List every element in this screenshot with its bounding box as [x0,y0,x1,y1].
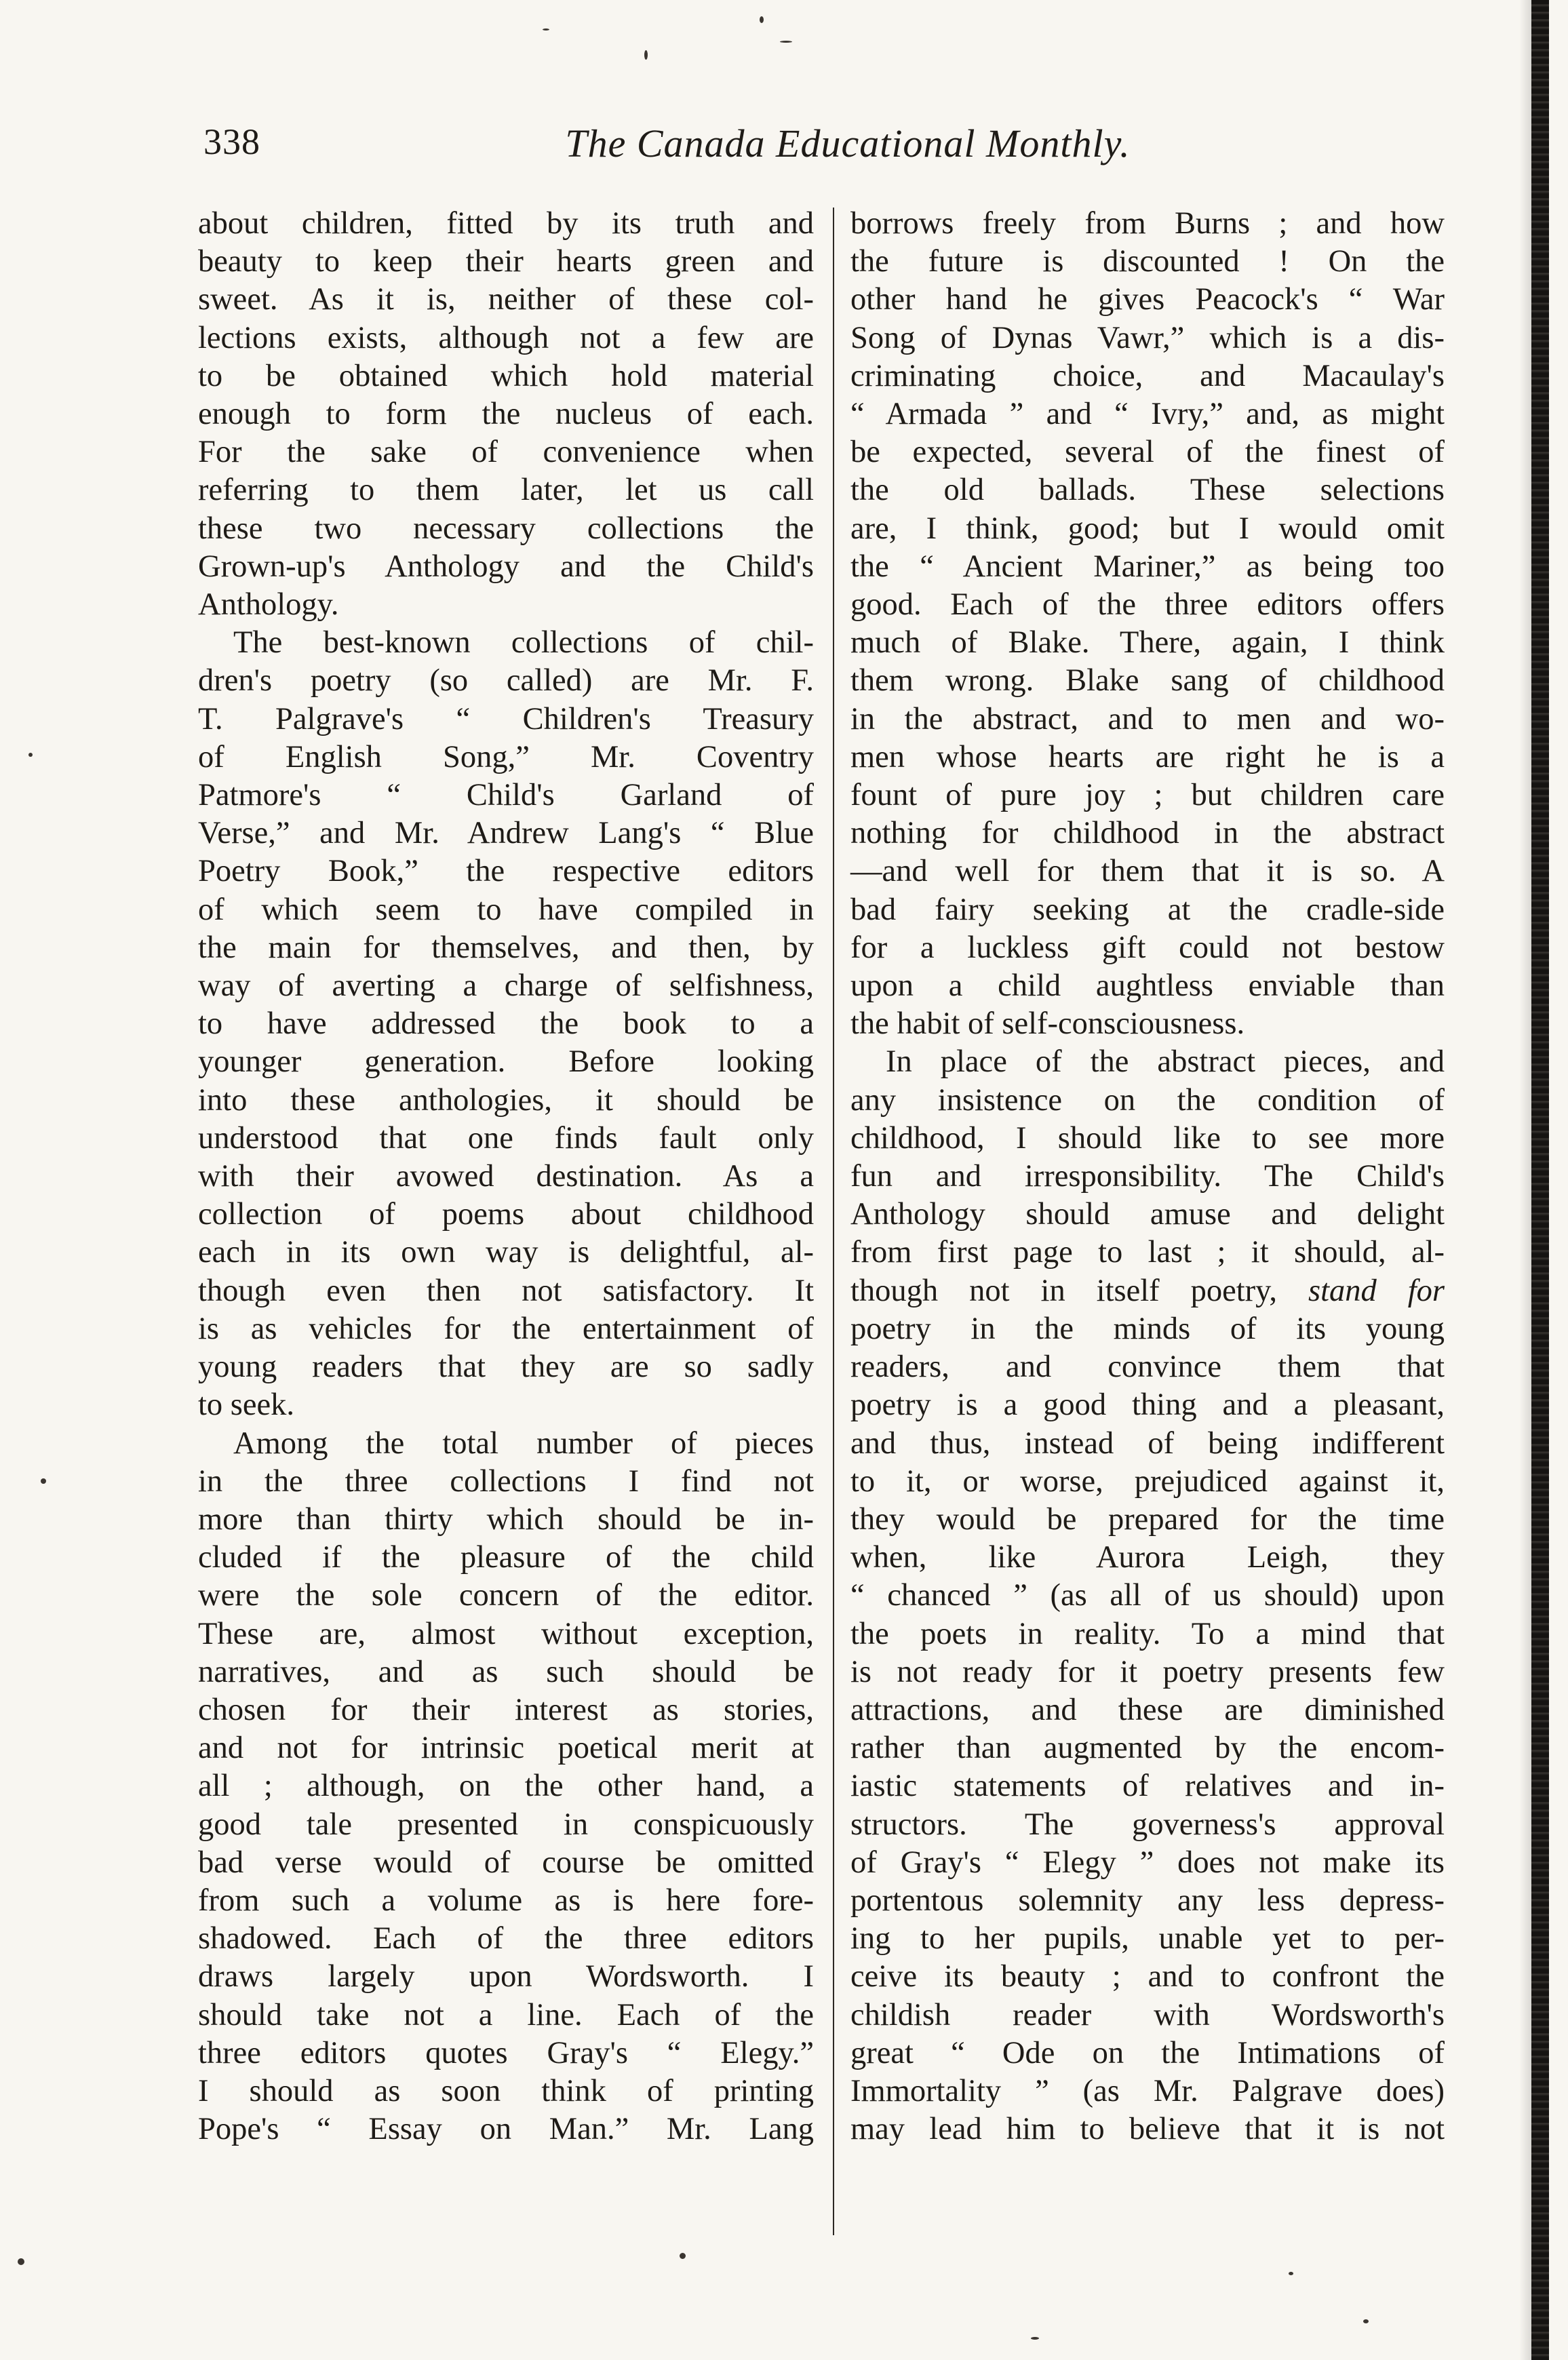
text-line: young readers that they are so sadly [198,1350,814,1385]
text-line: dren's poetry (so called) are Mr. F. [198,663,814,699]
text-line: good tale presented in conspicuously [198,1807,814,1842]
scan-speck [1031,2337,1039,2340]
text-line: in the three collections I find not [198,1463,814,1499]
text-line: the habit of self-consciousness. [850,1006,1245,1042]
binding-shadow [1519,0,1531,2360]
scan-speck [644,50,648,60]
text-line: to be obtained which hold material [198,358,814,393]
text-line: were the sole concern of the editor. [198,1578,814,1613]
text-line: should take not a line. Each of the [198,1997,814,2032]
text-line: In place of the abstract pieces, and [886,1044,1445,1080]
text-line: the poets in reality. To a mind that [850,1616,1445,1651]
text-line: with their avowed destination. As a [198,1159,814,1194]
column-divider [833,208,834,2235]
text-line: Song of Dynas Vawr,” which is a dis- [850,320,1445,355]
text-line: the “ Ancient Mariner,” as being too [850,549,1445,584]
text-line: Among the total number of pieces [233,1425,814,1461]
text-line: Grown-up's Anthology and the Child's [198,549,814,584]
text-line: Poetry Book,” the respective editors [198,854,814,889]
text-line: men whose hearts are right he is a [850,739,1445,774]
text-line: to it, or worse, prejudiced against it, [850,1463,1445,1499]
right-column [850,205,1445,2148]
text-line: of Gray's “ Elegy ” does not make its [850,1845,1445,1880]
text-line: upon a child aughtless enviable than [850,968,1445,1004]
text-line: is not ready for it poetry presents few [850,1654,1445,1689]
text-line: other hand he gives Peacock's “ War [850,282,1445,317]
scan-speck [780,41,792,43]
page-edge-strip [1531,0,1549,2360]
left-column [198,205,814,2148]
text-line: “ Armada ” and “ Ivry,” and, as might [850,397,1445,432]
text-line: good. Each of the three editors offers [850,587,1445,623]
text-line: Pope's “ Essay on Man.” Mr. Lang [198,2112,814,2147]
text-line: nothing for childhood in the abstract [850,816,1445,851]
text-line: Verse,” and Mr. Andrew Lang's “ Blue [198,816,814,851]
text-line: fun and irresponsibility. The Child's [850,1159,1445,1194]
text-fragment: though not in itself poetry, [850,1273,1278,1308]
page-number: 338 [203,121,260,162]
text-line: of English Song,” Mr. Coventry [198,739,814,774]
text-line: bad fairy seeking at the cradle-side [850,892,1445,927]
page-header [203,121,1438,175]
text-line: into these anthologies, it should be [198,1082,814,1118]
text-line: way of averting a charge of selfishness, [198,968,814,1004]
text-line: each in its own way is delightful, al- [198,1235,814,1270]
text-line: readers, and convince them that [850,1350,1445,1385]
text-line: narratives, and as such should be [198,1654,814,1689]
text-line: though even then not satisfactory. It [198,1273,814,1308]
text-line: is as vehicles for the entertainment of [198,1311,814,1346]
text-line: criminating choice, and Macaulay's [850,358,1445,393]
text-line: childhood, I should like to see more [850,1120,1445,1156]
text-line: sweet. As it is, neither of these col- [198,282,814,317]
text-line: ceive its beauty ; and to confront the [850,1959,1445,1994]
text-line: to have addressed the book to a [198,1006,814,1042]
text-line: These are, almost without exception, [198,1616,814,1651]
text-line: younger generation. Before looking [198,1044,814,1080]
scan-speck [680,2253,686,2259]
text-line: poetry is a good thing and a pleasant, [850,1388,1445,1423]
text-line: the main for themselves, and then, by [198,930,814,965]
text-line: draws largely upon Wordsworth. I [198,1959,814,1994]
scan-speck [41,1478,46,1484]
text-line: childish reader with Wordsworth's [850,1997,1445,2032]
emphasized-text: stand for [1308,1273,1445,1308]
text-line: the future is discounted ! On the [850,244,1445,279]
text-line: are, I think, good; but I would omit [850,511,1445,546]
text-line: these two necessary collections the [198,511,814,546]
text-line: —and well for them that it is so. A [850,854,1445,889]
text-line: and not for intrinsic poetical merit at [198,1731,814,1766]
text-line: of which seem to have compiled in [198,892,814,927]
text-line: be expected, several of the finest of [850,435,1445,470]
text-line: them wrong. Blake sang of childhood [850,663,1445,699]
text-line: ing to her pupils, unable yet to per- [850,1921,1445,1956]
text-line: three editors quotes Gray's “ Elegy.” [198,2035,814,2070]
text-line: Patmore's “ Child's Garland of [198,778,814,813]
text-line: Anthology. [198,587,339,623]
text-line: portentous solemnity any less depress- [850,1883,1445,1918]
scan-speck [18,2258,24,2265]
text-line: to seek. [198,1388,295,1423]
text-line: I should as soon think of printing [198,2073,814,2108]
text-line: great “ Ode on the Intimations of [850,2035,1445,2070]
scan-speck [543,28,549,31]
text-line: lections exists, although not a few are [198,320,814,355]
text-line: enough to form the nucleus of each. [198,397,814,432]
scan-speck [1363,2319,1369,2323]
text-line: in the abstract, and to men and wo- [850,701,1445,736]
text-line: about children, fitted by its truth and [198,206,814,241]
text-line: For the sake of convenience when [198,435,814,470]
scan-speck [1289,2272,1293,2275]
text-line: from first page to last ; it should, al- [850,1235,1445,1270]
text-line: structors. The governess's approval [850,1807,1445,1842]
text-line: “ chanced ” (as all of us should) upon [850,1578,1445,1613]
text-line: when, like Aurora Leigh, they [850,1540,1445,1575]
text-line: much of Blake. There, again, I think [850,625,1445,661]
text-line: and thus, instead of being indifferent [850,1425,1445,1461]
text-line: attractions, and these are diminished [850,1692,1445,1727]
text-line: more than thirty which should be in- [198,1501,814,1537]
text-line: for a luckless gift could not bestow [850,930,1445,965]
text-line: poetry in the minds of its young [850,1311,1445,1346]
text-line: understood that one finds fault only [198,1120,814,1156]
running-title: The Canada Educational Monthly. [565,121,1131,165]
text-line: from such a volume as is here fore- [198,1883,814,1918]
text-line: bad verse would of course be omitted [198,1845,814,1880]
text-line: the old ballads. These selections [850,473,1445,508]
text-line: cluded if the pleasure of the child [198,1540,814,1575]
text-line: collection of poems about childhood [198,1197,814,1232]
scan-speck [28,753,33,757]
text-line: borrows freely from Burns ; and how [850,206,1445,241]
text-line: fount of pure joy ; but children care [850,778,1445,813]
text-line: beauty to keep their hearts green and [198,244,814,279]
text-line: any insistence on the condition of [850,1082,1445,1118]
text-line: Anthology should amuse and delight [850,1197,1445,1232]
text-line: iastic statements of relatives and in- [850,1769,1445,1804]
scan-speck [760,16,764,23]
text-line: they would be prepared for the time [850,1501,1445,1537]
text-line: The best-known collections of chil- [233,625,814,661]
text-line [850,1272,1445,1310]
text-line: Immortality ” (as Mr. Palgrave does) [850,2073,1445,2108]
text-line: T. Palgrave's “ Children's Treasury [198,701,814,736]
text-line: chosen for their interest as stories, [198,1692,814,1727]
text-line: referring to them later, let us call [198,473,814,508]
text-line: may lead him to believe that it is not [850,2112,1445,2147]
text-line: rather than augmented by the encom- [850,1731,1445,1766]
text-line: shadowed. Each of the three editors [198,1921,814,1956]
text-line: all ; although, on the other hand, a [198,1769,814,1804]
